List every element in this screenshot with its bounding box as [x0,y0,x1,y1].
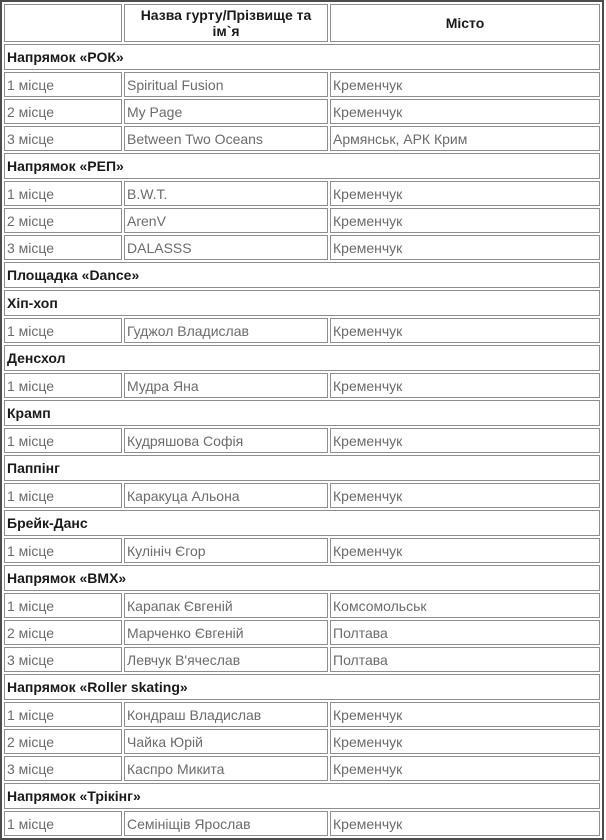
place-cell: 1 місце [4,593,122,618]
section-row [4,44,600,70]
name-cell: Карапак Євгеній [124,593,328,618]
name-cell: Кулініч Єгор [124,538,328,563]
name-cell: Левчук В'ячеслав [124,647,328,672]
header-cell-place [4,4,122,42]
section-row [4,153,600,179]
name-cell: Spiritual Fusion [124,72,328,97]
city-cell: Кременчук [330,181,600,206]
table-row [4,181,600,206]
section-row [4,262,600,288]
section-label: Брейк-Данс [4,510,600,536]
city-cell: Полтава [330,647,600,672]
section-row [4,400,600,426]
section-row [4,510,600,536]
table-body [4,44,600,836]
place-cell: 2 місце [4,620,122,645]
section-label: Напрямок «ВМХ» [4,565,600,591]
table-row [4,208,600,233]
section-label: Площадка «Dance» [4,262,600,288]
section-row [4,674,600,700]
city-cell: Кременчук [330,428,600,453]
place-cell: 1 місце [4,373,122,398]
name-cell: B.W.T. [124,181,328,206]
name-cell: My Page [124,99,328,124]
table-row [4,428,600,453]
section-label: Хіп-хоп [4,290,600,316]
table-row [4,318,600,343]
name-cell: Марченко Євгеній [124,620,328,645]
city-cell: Полтава [330,620,600,645]
city-cell: Армянськ, АРК Крим [330,126,600,151]
section-label: Крамп [4,400,600,426]
city-cell: Кременчук [330,729,600,754]
header-cell-city: Місто [330,4,600,42]
section-label: Напрямок «Roller skating» [4,674,600,700]
place-cell: 1 місце [4,428,122,453]
table-row [4,729,600,754]
city-cell: Кременчук [330,538,600,563]
city-cell: Комсомольськ [330,593,600,618]
name-cell: Чайка Юрій [124,729,328,754]
header-row [4,4,600,42]
place-cell: 3 місце [4,126,122,151]
place-cell: 2 місце [4,208,122,233]
place-cell: 1 місце [4,181,122,206]
table-row [4,538,600,563]
name-cell: DALASSS [124,235,328,260]
section-row [4,565,600,591]
city-cell: Кременчук [330,811,600,836]
place-cell: 1 місце [4,811,122,836]
table-row [4,811,600,836]
place-cell: 1 місце [4,483,122,508]
table-row [4,593,600,618]
city-cell: Кременчук [330,72,600,97]
place-cell: 1 місце [4,702,122,727]
city-cell: Кременчук [330,318,600,343]
city-cell: Кременчук [330,702,600,727]
table-row [4,483,600,508]
section-label: Денсхол [4,345,600,371]
place-cell: 3 місце [4,235,122,260]
name-cell: Семініщів Ярослав [124,811,328,836]
table-row [4,373,600,398]
city-cell: Кременчук [330,99,600,124]
section-row [4,455,600,481]
name-cell: ArenV [124,208,328,233]
table-row [4,126,600,151]
place-cell: 1 місце [4,538,122,563]
name-cell: Кудряшова Софія [124,428,328,453]
section-label: Напрямок «РЕП» [4,153,600,179]
city-cell: Кременчук [330,235,600,260]
table-row [4,620,600,645]
place-cell: 3 місце [4,756,122,781]
name-cell: Кондраш Владислав [124,702,328,727]
city-cell: Кременчук [330,483,600,508]
city-cell: Кременчук [330,373,600,398]
name-cell: Каспро Микита [124,756,328,781]
place-cell: 3 місце [4,647,122,672]
table-row [4,72,600,97]
section-label: Паппінг [4,455,600,481]
section-label: Напрямок «Трікінг» [4,783,600,809]
table-row [4,702,600,727]
name-cell: Гуджол Владислав [124,318,328,343]
place-cell: 1 місце [4,72,122,97]
header-cell-name: Назва гурту/Прізвище та ім`я [124,4,328,42]
section-row [4,345,600,371]
section-row [4,783,600,809]
place-cell: 2 місце [4,99,122,124]
table-row [4,647,600,672]
table-row [4,99,600,124]
name-cell: Каракуца Альона [124,483,328,508]
section-label: Напрямок «РОК» [4,44,600,70]
name-cell: Between Two Oceans [124,126,328,151]
name-cell: Мудра Яна [124,373,328,398]
table-row [4,756,600,781]
section-row [4,290,600,316]
place-cell: 1 місце [4,318,122,343]
city-cell: Кременчук [330,208,600,233]
place-cell: 2 місце [4,729,122,754]
city-cell: Кременчук [330,756,600,781]
table-row [4,235,600,260]
